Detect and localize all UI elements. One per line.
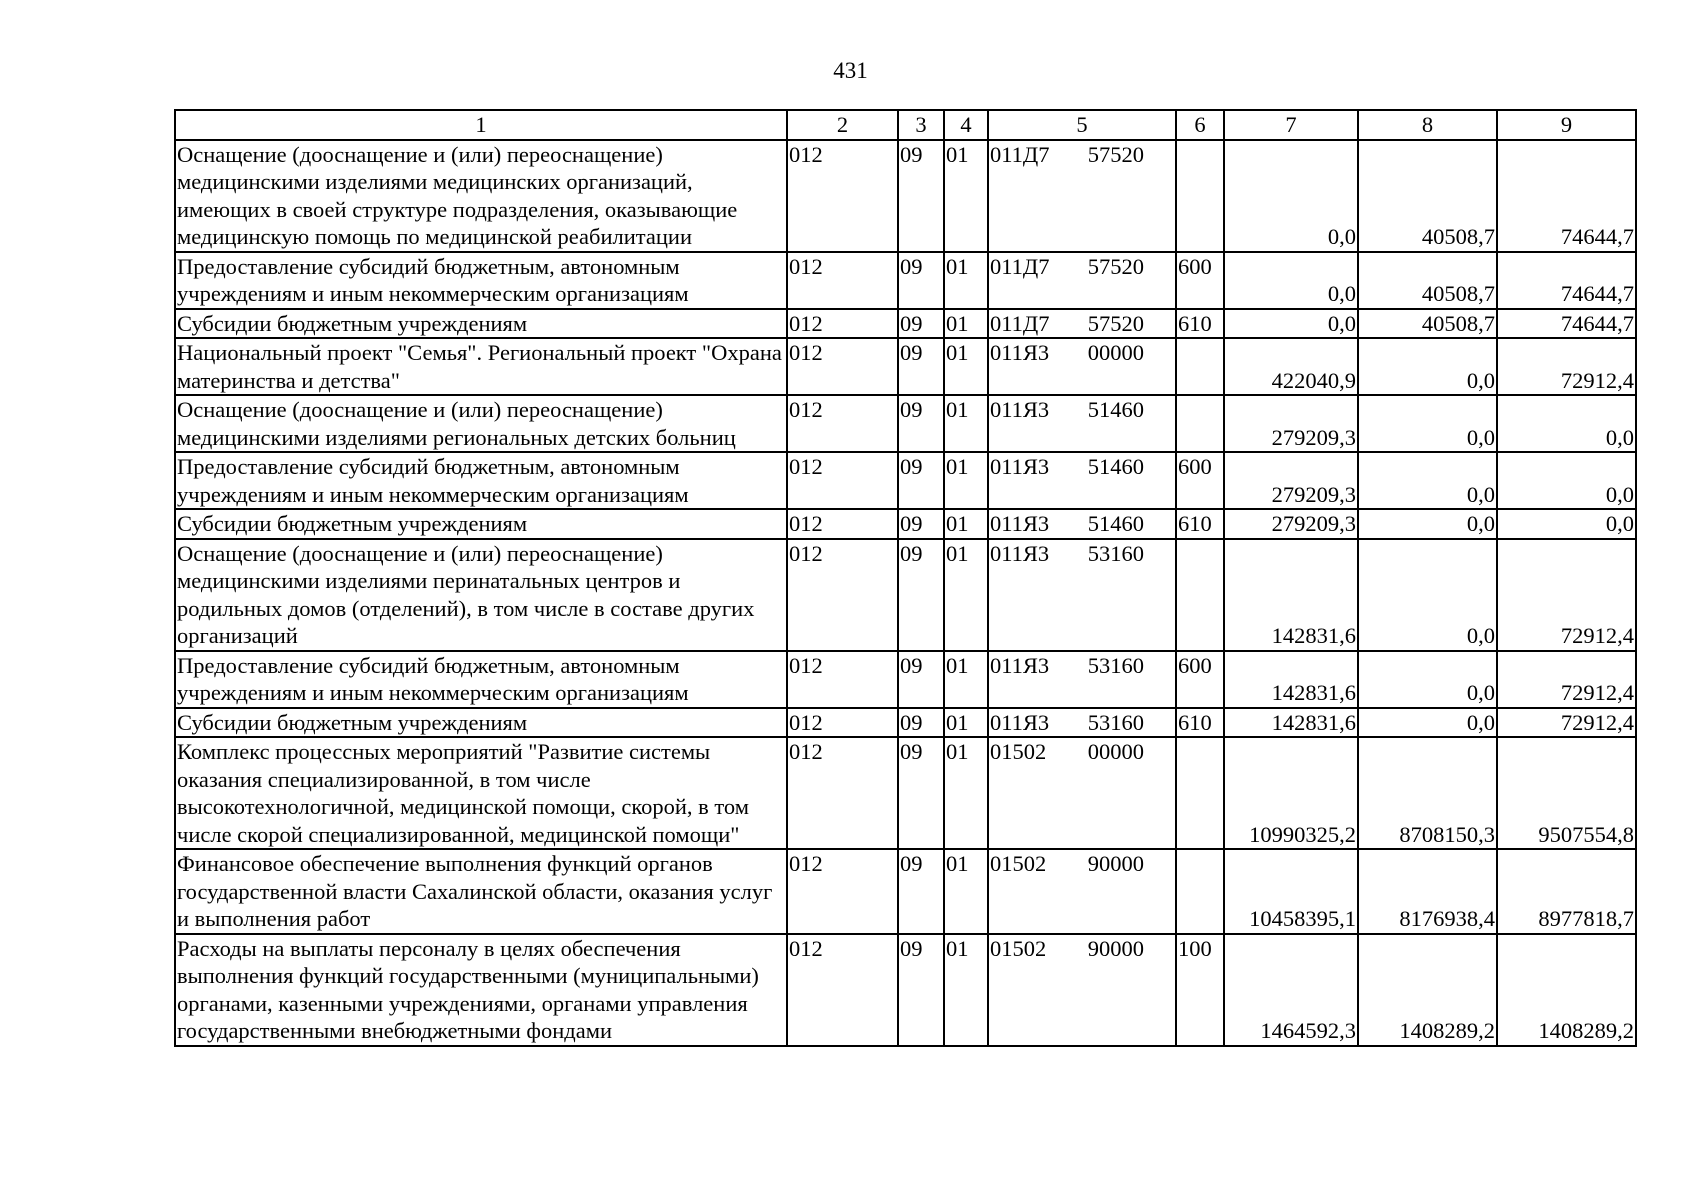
department-code: 012 [787, 452, 898, 509]
target-article-cell [988, 309, 1176, 339]
expense-name: Субсидии бюджетным учреждениям [175, 309, 787, 339]
expense-type-code [1176, 338, 1224, 395]
subsection-code: 01 [944, 252, 988, 309]
section-code: 09 [898, 140, 944, 252]
subsection-code: 01 [944, 309, 988, 339]
expense-name: Оснащение (дооснащение и (или) переоснащение) медицинскими изделиями региональных детских больниц [175, 395, 787, 452]
budget-table [174, 109, 1637, 1047]
department-code: 012 [787, 309, 898, 339]
amount-year-1: 142831,6 [1224, 708, 1358, 738]
expense-type-code [1176, 395, 1224, 452]
subsection-code: 01 [944, 539, 988, 651]
expense-type-code [1176, 737, 1224, 849]
target-article-cell [988, 651, 1176, 708]
column-header: 6 [1176, 110, 1224, 140]
amount-year-2: 40508,7 [1358, 252, 1497, 309]
target-article-cell [988, 934, 1176, 1046]
column-header: 1 [175, 110, 787, 140]
amount-year-1: 10990325,2 [1224, 737, 1358, 849]
department-code: 012 [787, 252, 898, 309]
expense-name: Субсидии бюджетным учреждениям [175, 708, 787, 738]
amount-year-3: 72912,4 [1497, 708, 1636, 738]
amount-year-1: 142831,6 [1224, 539, 1358, 651]
subsection-code: 01 [944, 395, 988, 452]
amount-year-1: 0,0 [1224, 140, 1358, 252]
expense-type-code: 610 [1176, 708, 1224, 738]
department-code: 012 [787, 651, 898, 708]
amount-year-2: 8708150,3 [1358, 737, 1497, 849]
amount-year-1: 279209,3 [1224, 395, 1358, 452]
table-row [175, 252, 1636, 309]
target-article-cell [988, 737, 1176, 849]
target-article-cell [988, 452, 1176, 509]
target-article-program: 01502 [990, 851, 1047, 876]
department-code: 012 [787, 140, 898, 252]
subsection-code: 01 [944, 934, 988, 1046]
section-code: 09 [898, 509, 944, 539]
expense-name: Расходы на выплаты персоналу в целях обеспечения выполнения функций государственными (муниципальными) органами, казенными учреждениями, органами управления государственными внебюджетными фондами [175, 934, 787, 1046]
amount-year-2: 0,0 [1358, 708, 1497, 738]
department-code: 012 [787, 934, 898, 1046]
target-article-direction: 57520 [1087, 141, 1144, 167]
expense-type-code: 100 [1176, 934, 1224, 1046]
expense-name: Предоставление субсидий бюджетным, автономным учреждениям и иным некоммерческим организациям [175, 252, 787, 309]
expense-name: Национальный проект "Семья". Региональный проект "Охрана материнства и детства" [175, 338, 787, 395]
table-row [175, 651, 1636, 708]
section-code: 09 [898, 395, 944, 452]
subsection-code: 01 [944, 452, 988, 509]
target-article-program: 011Д7 [990, 310, 1050, 336]
target-article-program: 011Д7 [990, 253, 1050, 279]
subsection-code: 01 [944, 737, 988, 849]
target-article-program: 011Я3 [990, 397, 1050, 422]
target-article-program: 011Я3 [990, 540, 1050, 566]
table-row [175, 934, 1636, 1046]
target-article-direction: 53160 [1087, 709, 1144, 735]
amount-year-3: 1408289,2 [1497, 934, 1636, 1046]
amount-year-2: 0,0 [1358, 338, 1497, 395]
amount-year-2: 40508,7 [1358, 309, 1497, 339]
target-article-direction: 00000 [1087, 340, 1144, 365]
column-header: 9 [1497, 110, 1636, 140]
section-code: 09 [898, 849, 944, 934]
subsection-code: 01 [944, 849, 988, 934]
table-row [175, 509, 1636, 539]
amount-year-3: 72912,4 [1497, 338, 1636, 395]
target-article-program: 011Я3 [990, 340, 1050, 365]
column-header: 3 [898, 110, 944, 140]
target-article-direction: 51460 [1087, 454, 1144, 479]
amount-year-1: 0,0 [1224, 252, 1358, 309]
target-article-direction: 53160 [1087, 540, 1144, 566]
amount-year-1: 10458395,1 [1224, 849, 1358, 934]
target-article-direction: 90000 [1087, 851, 1144, 876]
department-code: 012 [787, 338, 898, 395]
target-article-direction: 51460 [1087, 511, 1144, 536]
expense-name: Субсидии бюджетным учреждениям [175, 509, 787, 539]
amount-year-2: 0,0 [1358, 539, 1497, 651]
table-row [175, 338, 1636, 395]
department-code: 012 [787, 395, 898, 452]
amount-year-1: 0,0 [1224, 309, 1358, 339]
amount-year-3: 0,0 [1497, 509, 1636, 539]
target-article-direction: 90000 [1087, 935, 1144, 961]
amount-year-3: 9507554,8 [1497, 737, 1636, 849]
table-row [175, 309, 1636, 339]
target-article-direction: 57520 [1087, 310, 1144, 336]
amount-year-3: 72912,4 [1497, 651, 1636, 708]
target-article-program: 011Я3 [990, 511, 1050, 536]
subsection-code: 01 [944, 651, 988, 708]
department-code: 012 [787, 849, 898, 934]
target-article-direction: 57520 [1087, 253, 1144, 279]
section-code: 09 [898, 338, 944, 395]
expense-type-code: 600 [1176, 252, 1224, 309]
target-article-direction: 00000 [1087, 739, 1144, 764]
subsection-code: 01 [944, 140, 988, 252]
expense-name: Оснащение (дооснащение и (или) переоснащение) медицинскими изделиями медицинских организаций, имеющих в своей структуре подразделения, оказывающие медицинскую помощь по медицинской реабилитации [175, 140, 787, 252]
subsection-code: 01 [944, 509, 988, 539]
expense-type-code [1176, 539, 1224, 651]
column-header: 2 [787, 110, 898, 140]
amount-year-1: 279209,3 [1224, 509, 1358, 539]
expense-name: Предоставление субсидий бюджетным, автономным учреждениям и иным некоммерческим организациям [175, 651, 787, 708]
department-code: 012 [787, 509, 898, 539]
table-body [175, 140, 1636, 1046]
amount-year-3: 0,0 [1497, 452, 1636, 509]
table-row [175, 395, 1636, 452]
target-article-program: 011Я3 [990, 652, 1050, 678]
table-row [175, 452, 1636, 509]
department-code: 012 [787, 539, 898, 651]
column-header: 4 [944, 110, 988, 140]
target-article-direction: 51460 [1087, 397, 1144, 422]
target-article-program: 01502 [990, 739, 1047, 764]
expense-type-code: 610 [1176, 509, 1224, 539]
target-article-cell [988, 395, 1176, 452]
amount-year-2: 0,0 [1358, 509, 1497, 539]
table-row [175, 737, 1636, 849]
subsection-code: 01 [944, 708, 988, 738]
section-code: 09 [898, 737, 944, 849]
expense-type-code [1176, 849, 1224, 934]
expense-type-code: 600 [1176, 651, 1224, 708]
amount-year-1: 142831,6 [1224, 651, 1358, 708]
table-row [175, 708, 1636, 738]
amount-year-2: 8176938,4 [1358, 849, 1497, 934]
target-article-direction: 53160 [1087, 652, 1144, 678]
section-code: 09 [898, 539, 944, 651]
amount-year-3: 0,0 [1497, 395, 1636, 452]
expense-name: Оснащение (дооснащение и (или) переоснащение) медицинскими изделиями перинатальных центров и родильных домов (отделений), в том числе в составе других организаций [175, 539, 787, 651]
target-article-program: 011Д7 [990, 141, 1050, 167]
expense-type-code: 610 [1176, 309, 1224, 339]
department-code: 012 [787, 737, 898, 849]
target-article-cell [988, 140, 1176, 252]
column-header: 5 [988, 110, 1176, 140]
section-code: 09 [898, 651, 944, 708]
target-article-cell [988, 252, 1176, 309]
target-article-program: 011Я3 [990, 709, 1050, 735]
amount-year-2: 1408289,2 [1358, 934, 1497, 1046]
expense-name: Финансовое обеспечение выполнения функций органов государственной власти Сахалинской области, оказания услуг и выполнения работ [175, 849, 787, 934]
table-row [175, 539, 1636, 651]
column-header: 8 [1358, 110, 1497, 140]
expense-name: Предоставление субсидий бюджетным, автономным учреждениям и иным некоммерческим организациям [175, 452, 787, 509]
amount-year-3: 8977818,7 [1497, 849, 1636, 934]
target-article-cell [988, 539, 1176, 651]
page-number: 431 [833, 58, 868, 83]
amount-year-3: 74644,7 [1497, 309, 1636, 339]
section-code: 09 [898, 452, 944, 509]
table-row [175, 140, 1636, 252]
expense-type-code [1176, 140, 1224, 252]
amount-year-2: 0,0 [1358, 651, 1497, 708]
target-article-cell [988, 708, 1176, 738]
column-number-row [175, 110, 1636, 140]
section-code: 09 [898, 708, 944, 738]
section-code: 09 [898, 309, 944, 339]
target-article-cell [988, 509, 1176, 539]
target-article-program: 01502 [990, 935, 1047, 961]
target-article-cell [988, 338, 1176, 395]
amount-year-1: 279209,3 [1224, 452, 1358, 509]
subsection-code: 01 [944, 338, 988, 395]
amount-year-2: 0,0 [1358, 395, 1497, 452]
column-header: 7 [1224, 110, 1358, 140]
amount-year-1: 422040,9 [1224, 338, 1358, 395]
amount-year-2: 40508,7 [1358, 140, 1497, 252]
amount-year-3: 74644,7 [1497, 252, 1636, 309]
table-row [175, 849, 1636, 934]
section-code: 09 [898, 252, 944, 309]
amount-year-1: 1464592,3 [1224, 934, 1358, 1046]
department-code: 012 [787, 708, 898, 738]
expense-name: Комплекс процессных мероприятий "Развитие системы оказания специализированной, в том числе высокотехнологичной, медицинской помощи, скорой, в том числе скорой специализированной, медицинской помощи" [175, 737, 787, 849]
target-article-program: 011Я3 [990, 454, 1050, 479]
amount-year-2: 0,0 [1358, 452, 1497, 509]
expense-type-code: 600 [1176, 452, 1224, 509]
target-article-cell [988, 849, 1176, 934]
amount-year-3: 74644,7 [1497, 140, 1636, 252]
amount-year-3: 72912,4 [1497, 539, 1636, 651]
section-code: 09 [898, 934, 944, 1046]
